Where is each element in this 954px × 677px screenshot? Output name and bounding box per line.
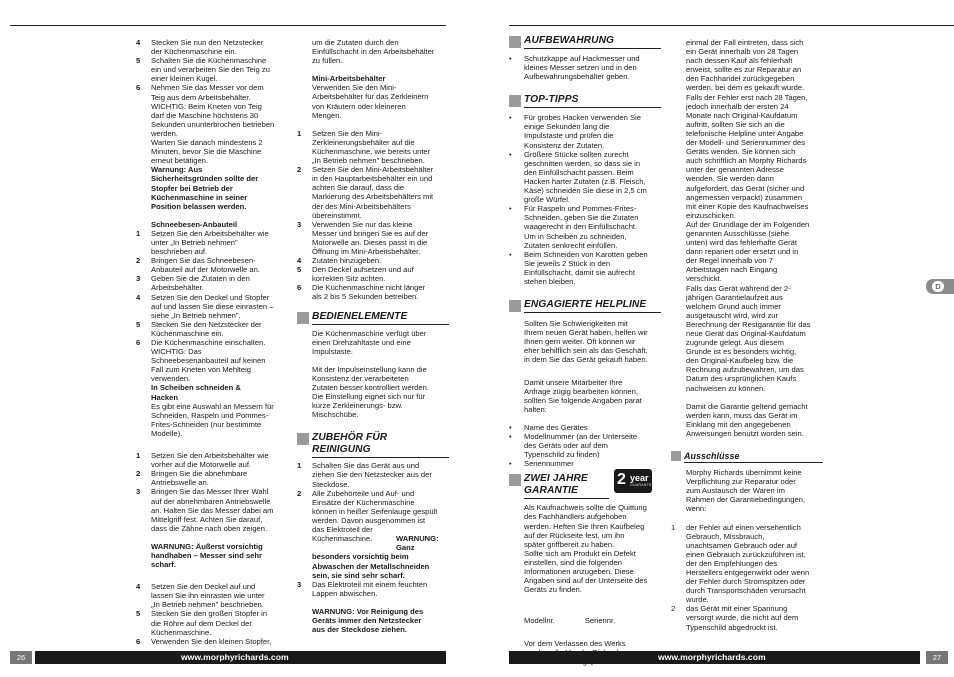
item-text: Setzen Sie den Arbeitsbehälter wie unter „In Betrieb nehmen" beschrieben auf. bbox=[151, 228, 269, 257]
item-text: Setzen Sie den Deckel auf und lassen Sie ihn einrasten wie unter „In Betrieb nehmen" beschrieben. bbox=[151, 582, 265, 610]
item-text: Nehmen Sie das Messer vor dem Teig aus dem Arbeitsbehälter. WICHTIG: Beim Kneten von Teig darf die Maschine höchstens 30 Sekunden ununterbrochen betrieben werden. Warten Sie danach mindestens 2 Minuten, bevor Sie die Maschine erneut betätigen. bbox=[151, 83, 275, 166]
helpline-text-1: Sollten Sie Schwierigkeiten mit Ihrem neuen Gerät haben, helfen wir Ihnen gern weiter. Oft können wir eher behilflich sein als das Geschäft, in dem Sie das Gerät gekauft haben. bbox=[524, 319, 648, 365]
item-text: Alle Zubehörteile und Auf- und Einsätze der Küchenmaschine können in heißer Seifenlauge gespült werden. Davon ausgenommen ist das Elektroteil der Küchenmaschine. bbox=[312, 488, 438, 544]
list-item bbox=[136, 274, 286, 292]
warranty-heading: ZWEI JAHRE GARANTIE bbox=[509, 473, 609, 499]
slice-steps bbox=[136, 451, 286, 533]
warranty-continued: einmal der Fall eintreten, dass sich ein Gerät innerhalb von 28 Tagen nach dessen Kauf als fehlerhaft erweist, sollte es zur Reparatur an den Fachhandel zurückgegeben werden, bei dem es gekauft wurde. Falls der Fehler erst nach 28 Tagen, jedoch innerhalb der ersten 24 Monate nach Original-Kaufdatum auftritt, sollten Sie sich an die telefonische Helpline unter Angabe der Modell- und Seriennummer des Geräts wenden. Sie können sich auch schriftlich an Morphy Richards unter der genannten Adresse wenden. Sie werden dann aufgefordert, das Gerät (sicher und angemessen verpackt) zusammen mit einer Kopie des Kaufnachweises einzuschicken. Auf der Grundlage der im Folgenden genannten Ausschlüsse (siehe unten) wird das fehlerhafte Gerät dann repariert oder ersetzt und in der Regel innerhalb von 7 Arbeitstagen nach Eingang verschickt. Falls das Gerät während der 2- jährigen Garantielaufzeit aus welchem Grund auch immer ausgetauscht wird, wird zur Berechnung der Restgarantie für das neue Gerät das Original-Kaufdatum zugrunde gelegt. Aus diesem Grunde ist es besonders wichtig, den Original-Kaufbeleg bzw. die Rechnung aufzubewahren, um das Datum des ursprünglichen Kaufs nachweisen zu können. bbox=[686, 38, 811, 393]
heading-square-icon bbox=[671, 451, 681, 461]
bullet-item bbox=[509, 204, 661, 249]
item-text: Setzen Sie den Mini- Zerkleinerungsbehälter auf die Küchenmaschine, wie bereits unter „In Betrieb nehmen" beschrieben. bbox=[312, 128, 431, 166]
item-number: 2 bbox=[297, 488, 302, 498]
warranty-usage-note: Damit die Garantie geltend gemacht werden kann, muss das Gerät im Einklang mit den angegebenen Anweisungen benutzt worden sein. bbox=[686, 401, 808, 438]
mini-bowl-intro: Verwenden Sie den Mini- Arbeitsbehälter für das Zerkleinern von Kräutern oder kleineren Mengen. bbox=[312, 83, 429, 120]
bullet-icon: • bbox=[509, 249, 512, 259]
controls-text-2: Mit der Impulseinstellung kann die Konsistenz der verarbeiteten Zutaten besser kontrolliert werden. Die Einstellung eignet sich nur für kurze Zerkleinerungs- bzw. Mischschübe. bbox=[312, 364, 429, 420]
warranty-text-1: Als Kaufnachweis sollte die Quittung des Fachhändlers aufgehoben werden. Heften Sie Ihren Kaufbeleg auf der Rückseite fest, um ihn später griffbereit zu haben. Sollte sich am Produkt ein Defekt einstellen, sind die folgenden Informationen anzugeben. Diese Angaben sind auf der Unterseite des Geräts zu finden. bbox=[524, 503, 648, 595]
item-number: 5 bbox=[136, 319, 141, 329]
item-number: 5 bbox=[297, 265, 302, 275]
continued-text: um die Zutaten durch den Einfüllschacht in den Arbeitsbehälter zu füllen. bbox=[312, 38, 435, 66]
list-item bbox=[136, 293, 286, 320]
steps-list bbox=[136, 38, 286, 165]
item-text: Verwenden Sie nur das kleine Messer und bringen Sie es auf der Motorwelle an. Dieses passt in die Öffnung im Mini-Arbeitsbehälter. bbox=[312, 219, 429, 256]
heading-square-icon bbox=[509, 95, 521, 107]
whisk-heading: Schneebesen-Anbauteil bbox=[151, 219, 238, 229]
item-text: Zutaten hinzugeben. bbox=[312, 256, 382, 266]
left-column-1 bbox=[136, 38, 286, 646]
bullet-item bbox=[509, 459, 661, 468]
bullet-icon: • bbox=[509, 459, 512, 469]
cleaning-step-3: 3 Das Elektroteil mit einem feuchten Lappen abwischen. bbox=[297, 579, 428, 598]
item-text: Die Küchenmaschine nicht länger als 2 bis 5 Sekunden betreiben. bbox=[312, 283, 426, 302]
item-number: 2 bbox=[136, 256, 141, 266]
bullet-text: Für Raspeln und Pommes-Frites- Schneiden, geben Sie die Zutaten waagerecht in den Einfüllschacht. Um in Scheiben zu schneiden, Zutaten senkrecht einfüllen. bbox=[524, 204, 639, 250]
list-item bbox=[297, 129, 449, 165]
language-tab[interactable] bbox=[926, 279, 954, 294]
list-item bbox=[136, 609, 286, 636]
list-item bbox=[136, 229, 286, 256]
item-text: Verwenden Sie den kleinen Stopfer, bbox=[151, 636, 272, 646]
exclusions-list bbox=[671, 523, 823, 632]
exclusions-heading: Ausschlüsse bbox=[671, 451, 823, 463]
bullet-text: Modellnummer (an der Unterseite des Geräts oder auf dem Typenschild zu finden) bbox=[524, 432, 638, 460]
tips-heading: TOP-TIPPS bbox=[509, 94, 661, 108]
item-text: das Gerät mit einer Spannung versorgt wurde, die nicht auf dem Typenschild abgedruckt ist. bbox=[686, 604, 799, 632]
unplug-warning: WARNUNG: Vor Reinigung des Geräts immer den Netzstecker aus der Steckdose ziehen. bbox=[312, 606, 424, 635]
item-number: 6 bbox=[136, 338, 141, 347]
storage-heading: AUFBEWAHRUNG bbox=[509, 35, 661, 49]
bullet-item bbox=[509, 150, 661, 205]
list-item bbox=[136, 320, 286, 338]
list-item bbox=[297, 461, 449, 488]
model-label: Modellnr. bbox=[524, 616, 555, 626]
mini-bowl-heading: Mini-Arbeitsbehälter bbox=[312, 74, 386, 84]
serial-label: Seriennr. bbox=[584, 616, 616, 626]
bullet-item bbox=[509, 54, 661, 81]
bullet-icon: • bbox=[509, 54, 512, 63]
two-year-guarantee-logo: 2 year GUARANTEE bbox=[614, 469, 652, 493]
item-text: Den Deckel aufsetzen und auf korrekten Sitz achten. bbox=[312, 265, 414, 284]
list-item bbox=[297, 265, 449, 283]
whisk-steps bbox=[136, 229, 286, 384]
warranty-text-2: Vor dem Verlassen des Werks bbox=[524, 638, 626, 648]
mini-bowl-steps bbox=[297, 129, 449, 302]
page-number-right: 27 bbox=[926, 651, 948, 664]
item-number: 3 bbox=[297, 219, 302, 229]
bullet-icon: • bbox=[509, 149, 512, 159]
bullet-text: Für grobes Hacken verwenden Sie einige Sekunden lang die Impulstaste und prüfen die Konsistenz der Zutaten. bbox=[524, 113, 641, 150]
item-number: 5 bbox=[136, 56, 141, 66]
bullet-text: Seriennummer bbox=[524, 459, 574, 469]
item-text: Setzen Sie den Deckel und Stopfer auf und lassen Sie diese einrasten – siehe „In Betrieb nehmen". bbox=[151, 292, 274, 320]
helpline-text-2: Damit unsere Mitarbeiter Ihre Anfrage zügig bearbeiten können, sollten Sie folgende Angaben parat halten: bbox=[524, 377, 642, 414]
bullet-text: Größere Stücke sollten zurecht geschnitten werden, so dass sie in den Einfüllschacht passen. Beim Hacken harter Zutaten (z.B. Fleisch, Käse) schneiden Sie diese in 2,5 cm große Würfel. bbox=[524, 149, 647, 205]
left-top-rule bbox=[10, 25, 446, 26]
right-column-1 bbox=[509, 35, 661, 666]
list-item bbox=[136, 637, 286, 646]
controls-text-1: Die Küchenmaschine verfügt über einen Drehzahltaste und eine Impulstaste. bbox=[312, 328, 427, 356]
bullet-item bbox=[509, 250, 661, 286]
heading-square-icon bbox=[509, 36, 521, 48]
list-item bbox=[297, 256, 449, 265]
cleaning-heading: ZUBEHÖR FÜR REINIGUNG bbox=[297, 432, 449, 458]
item-number: 4 bbox=[136, 582, 141, 592]
list-item bbox=[136, 56, 286, 83]
heading-square-icon bbox=[297, 312, 309, 324]
right-top-rule bbox=[509, 25, 954, 26]
footer-url-left[interactable]: www.morphyrichards.com bbox=[181, 652, 289, 662]
item-number: 4 bbox=[297, 256, 302, 266]
item-number: 2 bbox=[297, 165, 302, 175]
slice-steps-continued bbox=[136, 582, 286, 646]
slice-intro: Es gibt eine Auswahl an Messern für Schneiden, Raspeln und Pommes- Frites-Schneiden (nur bestimmte Modelle). bbox=[151, 401, 274, 438]
item-text: Schalten Sie die Küchenmaschine ein und verarbeiten Sie den Teig zu einer kleinen Kugel. bbox=[151, 56, 270, 84]
heading-square-icon bbox=[509, 300, 521, 312]
item-text: Stecken Sie den großen Stopfer in die Röhre auf dem Deckel der Küchenmaschine. bbox=[151, 609, 268, 637]
list-item bbox=[297, 165, 449, 220]
footer-bar-left bbox=[35, 651, 446, 664]
list-item bbox=[136, 451, 286, 469]
list-item bbox=[136, 487, 286, 532]
item-number: 1 bbox=[136, 228, 141, 238]
blade-warning: WARNUNG: Äußerst vorsichtig handhaben – Messer sind sehr scharf. bbox=[151, 541, 263, 570]
item-number: 4 bbox=[136, 292, 141, 302]
bullet-item bbox=[509, 432, 661, 459]
item-text: Setzen Sie den Mini-Arbeitsbehälter in den Hauptarbeitsbehälter ein und achten Sie darauf, dass die Markierung des Arbeitsbehälters mit der des Mini-Arbeitsbehälters übereinstimmt. bbox=[312, 165, 434, 220]
bullet-item bbox=[509, 113, 661, 149]
helpline-heading: ENGAGIERTE HELPLINE bbox=[509, 299, 661, 313]
item-number: 6 bbox=[297, 283, 302, 293]
bullet-icon: • bbox=[509, 432, 512, 441]
bullet-text: Name des Gerätes bbox=[524, 422, 588, 432]
item-number: 6 bbox=[136, 83, 141, 93]
bullet-icon: • bbox=[509, 204, 512, 214]
cleaning-warning-inline: WARNUNG: Ganz bbox=[396, 534, 439, 553]
list-item bbox=[136, 469, 286, 487]
item-text: Setzen Sie den Arbeitsbehälter wie vorher auf die Motorwelle auf. bbox=[151, 451, 269, 470]
slice-heading: In Scheiben schneiden & Hacken bbox=[151, 383, 241, 402]
item-number: 5 bbox=[136, 609, 141, 619]
left-column-2 bbox=[297, 38, 449, 634]
item-text: Geben Sie die Zutaten in den Arbeitsbehälter. bbox=[151, 274, 250, 293]
list-item bbox=[136, 582, 286, 609]
list-item bbox=[297, 220, 449, 256]
item-number: 1 bbox=[297, 128, 302, 138]
item-text: Die Küchenmaschine einschalten. WICHTIG: Das Schneebesenanbauteil auf keinen Fall zum Kneten von Mehlteig verwenden. bbox=[151, 338, 266, 384]
bullet-icon: • bbox=[509, 422, 512, 432]
item-number: 6 bbox=[136, 636, 141, 646]
list-item bbox=[297, 283, 449, 301]
exclusions-intro: Morphy Richards übernimmt keine Verpflichtung zur Reparatur oder zum Austausch der Waren im Rahmen der Garantiebedingungen, wenn: bbox=[686, 468, 806, 514]
safety-warning: Warnung: Aus Sicherheitsgründen sollte der Stopfer bei Betrieb der Küchenmaschine in seiner Position belassen werden. bbox=[151, 165, 259, 211]
page-number-left: 26 bbox=[10, 651, 32, 664]
item-text: Schalten Sie das Gerät aus und ziehen Sie den Netzstecker aus der Steckdose. bbox=[312, 461, 432, 489]
item-text: Stecken Sie nun den Netzstecker der Küchenmaschine ein. bbox=[151, 38, 264, 57]
list-item bbox=[671, 604, 823, 631]
item-number: 1 bbox=[671, 522, 676, 532]
item-number: 1 bbox=[297, 461, 302, 471]
tips-bullets bbox=[509, 113, 661, 286]
list-item bbox=[136, 83, 286, 165]
footer-bar-right bbox=[509, 651, 920, 664]
helpline-bullets bbox=[509, 423, 661, 468]
item-text: Bringen Sie das Messer Ihrer Wahl auf der abnehmbaren Antriebswelle an. Halten Sie das Messer dabei am Mittelgriff fest. Achten Sie darauf, dass die Zähne nach oben zeigen. bbox=[151, 487, 274, 533]
item-text: Bringen Sie das Schneebesen- Anbauteil auf der Motorwelle an. bbox=[151, 256, 260, 275]
bullet-icon: • bbox=[509, 113, 512, 123]
item-number: 4 bbox=[136, 38, 141, 47]
item-number: 1 bbox=[136, 451, 141, 461]
item-text: der Fehler auf einen versehentlich Gebrauch, Missbrauch, unachtsamen Gebrauch oder auf einen Gebrauch zurückzuführen ist, der den Empfehlungen des Herstellers entgegenwirkt oder wenn der Fehler durch Stromspitzen oder durch Transportschäden verursacht wurde. bbox=[686, 522, 810, 605]
list-item bbox=[136, 338, 286, 383]
heading-square-icon bbox=[509, 474, 521, 486]
cleaning-warning: besonders vorsichtig beim Abwaschen der Metallschneiden sein, sie sind sehr scharf. bbox=[312, 552, 430, 580]
storage-bullets bbox=[509, 54, 661, 81]
bullet-item bbox=[509, 423, 661, 432]
item-number: 2 bbox=[136, 469, 141, 479]
item-text: Bringen Sie die abnehmbare Antriebswelle an. bbox=[151, 469, 248, 488]
model-serial-line bbox=[509, 607, 661, 625]
list-item bbox=[671, 523, 823, 605]
controls-heading: BEDIENELEMENTE bbox=[297, 311, 449, 325]
heading-square-icon bbox=[297, 433, 309, 445]
item-number: 3 bbox=[136, 274, 141, 284]
item-number: 3 bbox=[136, 487, 141, 497]
cleaning-steps bbox=[297, 461, 449, 543]
right-column-2 bbox=[671, 38, 823, 632]
language-tab-label: D bbox=[932, 281, 944, 292]
item-number: 2 bbox=[671, 604, 676, 614]
bullet-text: Beim Schneiden von Karotten geben Sie jeweils 2 Stück in den Einfüllschacht, damit sie aufrecht stehen bleiben. bbox=[524, 249, 648, 286]
list-item bbox=[136, 38, 286, 56]
bullet-text: Schutzkappe auf Hackmesser und kleines Messer setzen und in den Aufbewahrungsbehälter geben. bbox=[524, 54, 640, 82]
list-item bbox=[136, 256, 286, 274]
item-text: Stecken Sie den Netzstecker der Küchenmaschine ein. bbox=[151, 319, 262, 338]
footer-url-right[interactable]: www.morphyrichards.com bbox=[658, 652, 766, 662]
